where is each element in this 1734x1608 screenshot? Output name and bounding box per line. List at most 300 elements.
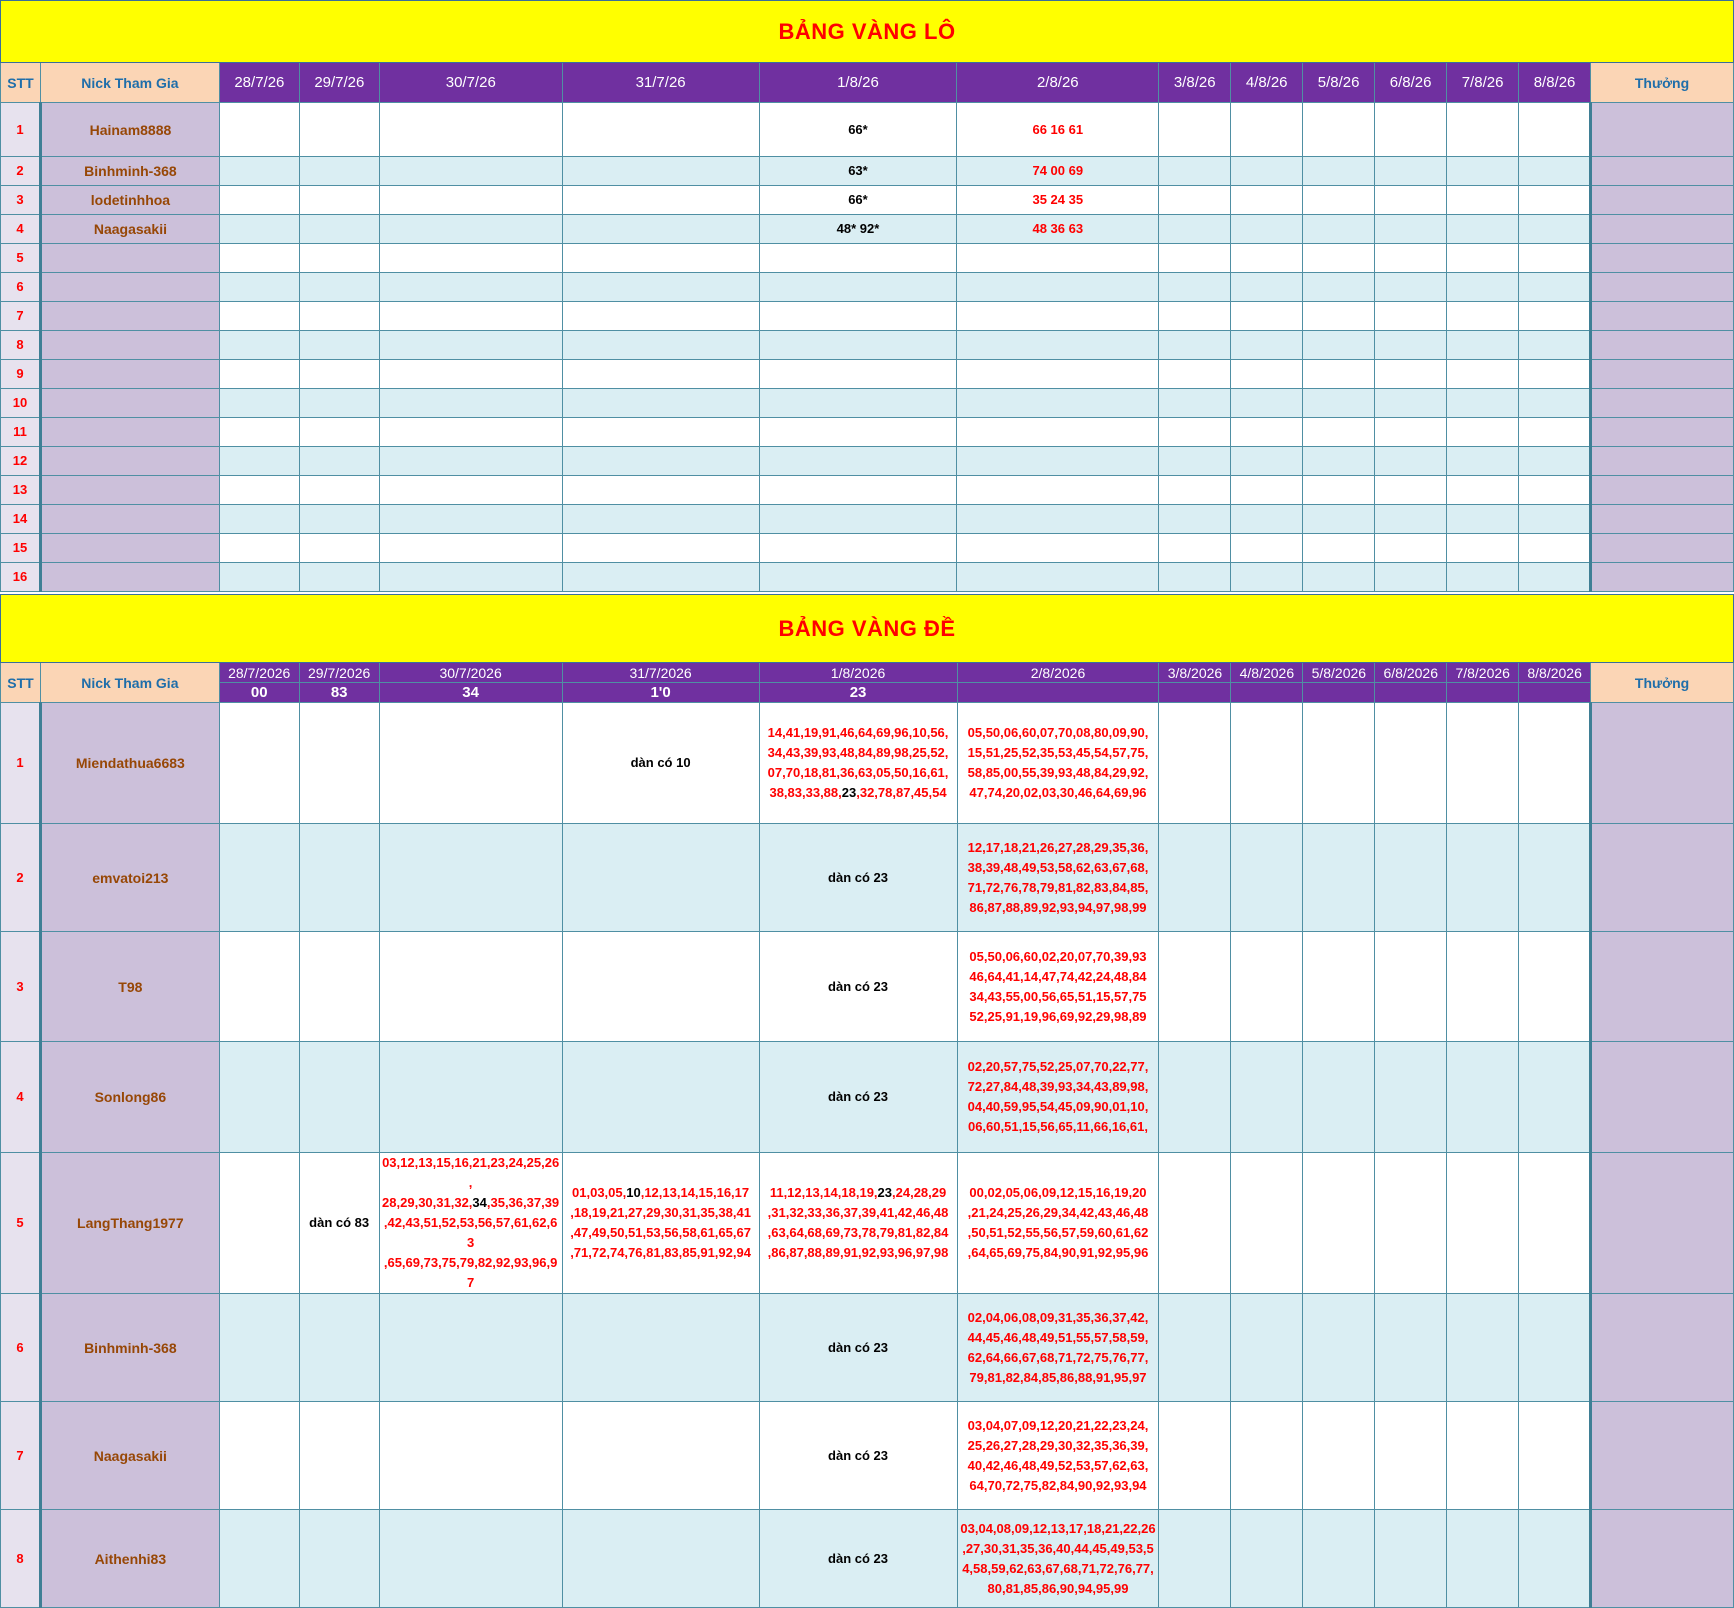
- de-pick-cell[interactable]: [1447, 1510, 1519, 1608]
- de-pick-cell[interactable]: [1231, 1294, 1303, 1402]
- lo-pick-cell[interactable]: [1519, 103, 1591, 157]
- lo-prize-cell[interactable]: [1591, 418, 1734, 447]
- lo-pick-cell[interactable]: [299, 157, 379, 186]
- de-pick-cell[interactable]: [299, 1402, 379, 1510]
- de-date-header[interactable]: 3/8/2026: [1159, 663, 1231, 683]
- lo-stt-header[interactable]: STT: [1, 63, 41, 103]
- lo-pick-cell[interactable]: [759, 505, 957, 534]
- lo-pick-cell[interactable]: [759, 360, 957, 389]
- de-prize-cell[interactable]: [1591, 1042, 1734, 1153]
- lo-pick-cell[interactable]: [1231, 389, 1303, 418]
- lo-pick-cell[interactable]: [1447, 244, 1519, 273]
- lo-pick-cell[interactable]: [1231, 157, 1303, 186]
- de-pick-cell[interactable]: [219, 824, 299, 932]
- lo-pick-cell[interactable]: [219, 157, 299, 186]
- lo-prize-cell[interactable]: [1591, 103, 1734, 157]
- lo-pick-cell[interactable]: [957, 273, 1159, 302]
- lo-pick-cell[interactable]: [957, 418, 1159, 447]
- de-pick-cell[interactable]: [219, 1042, 299, 1153]
- lo-pick-cell[interactable]: [1231, 360, 1303, 389]
- lo-pick-cell[interactable]: [299, 244, 379, 273]
- lo-pick-cell[interactable]: [1303, 534, 1375, 563]
- lo-pick-cell[interactable]: [1519, 244, 1591, 273]
- de-pick-cell[interactable]: [379, 1042, 562, 1153]
- de-pick-cell[interactable]: [562, 1510, 759, 1608]
- lo-pick-cell[interactable]: [299, 534, 379, 563]
- de-pick-cell[interactable]: [562, 1402, 759, 1510]
- de-pick-cell[interactable]: dàn có 23: [759, 824, 957, 932]
- lo-stt-cell[interactable]: 14: [1, 505, 41, 534]
- lo-pick-cell[interactable]: [1447, 302, 1519, 331]
- lo-pick-cell[interactable]: [759, 476, 957, 505]
- lo-pick-cell[interactable]: [1231, 447, 1303, 476]
- de-nick-cell[interactable]: Naagasakii: [40, 1402, 219, 1510]
- de-result-cell[interactable]: 1'0: [562, 683, 759, 703]
- de-pick-cell[interactable]: [1159, 1042, 1231, 1153]
- lo-nick-cell[interactable]: [40, 418, 219, 447]
- lo-pick-cell[interactable]: [219, 186, 299, 215]
- lo-pick-cell[interactable]: [1231, 273, 1303, 302]
- lo-nick-cell[interactable]: [40, 244, 219, 273]
- de-pick-cell[interactable]: [562, 1042, 759, 1153]
- lo-stt-cell[interactable]: 4: [1, 215, 41, 244]
- lo-pick-cell[interactable]: [1375, 244, 1447, 273]
- lo-stt-cell[interactable]: 8: [1, 331, 41, 360]
- lo-pick-cell[interactable]: [1447, 103, 1519, 157]
- de-prize-cell[interactable]: [1591, 1510, 1734, 1608]
- lo-pick-cell[interactable]: [1231, 476, 1303, 505]
- de-pick-cell[interactable]: [1303, 1153, 1375, 1294]
- lo-stt-cell[interactable]: 6: [1, 273, 41, 302]
- lo-pick-cell[interactable]: 63*: [759, 157, 957, 186]
- lo-pick-cell[interactable]: 35 24 35: [957, 186, 1159, 215]
- lo-nick-cell[interactable]: Binhminh-368: [40, 157, 219, 186]
- de-pick-cell[interactable]: 02,20,57,75,52,25,07,70,22,77, 72,27,84,48,39,93,34,43,89,98, 04,40,59,95,54,45,09,90,01,10, 06,60,51,15,56,65,11,66,16,61,: [957, 1042, 1159, 1153]
- de-pick-cell[interactable]: [1375, 932, 1447, 1042]
- lo-pick-cell[interactable]: [379, 389, 562, 418]
- lo-pick-cell[interactable]: [1159, 360, 1231, 389]
- de-pick-cell[interactable]: [219, 1153, 299, 1294]
- lo-pick-cell[interactable]: [562, 360, 759, 389]
- lo-pick-cell[interactable]: [379, 273, 562, 302]
- de-pick-cell[interactable]: [1447, 1042, 1519, 1153]
- lo-pick-cell[interactable]: [379, 505, 562, 534]
- de-pick-cell[interactable]: [1303, 824, 1375, 932]
- de-pick-cell[interactable]: [1231, 932, 1303, 1042]
- lo-pick-cell[interactable]: [562, 505, 759, 534]
- lo-pick-cell[interactable]: [1159, 389, 1231, 418]
- lo-pick-cell[interactable]: [219, 418, 299, 447]
- de-date-header[interactable]: 7/8/2026: [1447, 663, 1519, 683]
- lo-pick-cell[interactable]: [299, 418, 379, 447]
- lo-pick-cell[interactable]: [1231, 331, 1303, 360]
- lo-prize-cell[interactable]: [1591, 505, 1734, 534]
- lo-pick-cell[interactable]: [1159, 476, 1231, 505]
- de-pick-cell[interactable]: [1231, 824, 1303, 932]
- lo-pick-cell[interactable]: [1159, 157, 1231, 186]
- de-stt-cell[interactable]: 7: [1, 1402, 41, 1510]
- de-stt-cell[interactable]: 4: [1, 1042, 41, 1153]
- lo-pick-cell[interactable]: [1519, 360, 1591, 389]
- de-result-cell[interactable]: [1231, 683, 1303, 703]
- lo-pick-cell[interactable]: [1231, 215, 1303, 244]
- lo-pick-cell[interactable]: [219, 476, 299, 505]
- lo-pick-cell[interactable]: [219, 273, 299, 302]
- de-stt-cell[interactable]: 6: [1, 1294, 41, 1402]
- lo-prize-cell[interactable]: [1591, 273, 1734, 302]
- de-pick-cell[interactable]: [1303, 1402, 1375, 1510]
- de-pick-cell[interactable]: [1231, 1042, 1303, 1153]
- lo-pick-cell[interactable]: [1375, 447, 1447, 476]
- lo-pick-cell[interactable]: [1231, 302, 1303, 331]
- lo-nick-cell[interactable]: [40, 389, 219, 418]
- lo-pick-cell[interactable]: [562, 103, 759, 157]
- lo-pick-cell[interactable]: [219, 244, 299, 273]
- de-pick-cell[interactable]: [562, 1153, 759, 1294]
- lo-pick-cell[interactable]: [957, 534, 1159, 563]
- de-pick-cell[interactable]: [1519, 1402, 1591, 1510]
- lo-stt-cell[interactable]: 15: [1, 534, 41, 563]
- lo-pick-cell[interactable]: [299, 476, 379, 505]
- lo-stt-cell[interactable]: 2: [1, 157, 41, 186]
- lo-date-header[interactable]: 7/8/26: [1447, 63, 1519, 103]
- lo-pick-cell[interactable]: [1447, 157, 1519, 186]
- lo-pick-cell[interactable]: [1519, 476, 1591, 505]
- lo-stt-cell[interactable]: 1: [1, 103, 41, 157]
- lo-pick-cell[interactable]: 66 16 61: [957, 103, 1159, 157]
- lo-pick-cell[interactable]: [562, 418, 759, 447]
- lo-pick-cell[interactable]: [759, 331, 957, 360]
- lo-nick-cell[interactable]: Naagasakii: [40, 215, 219, 244]
- de-pick-cell[interactable]: [562, 1294, 759, 1402]
- lo-pick-cell[interactable]: [1447, 389, 1519, 418]
- lo-pick-cell[interactable]: [379, 360, 562, 389]
- lo-pick-cell[interactable]: [957, 563, 1159, 592]
- de-pick-cell[interactable]: [1375, 1402, 1447, 1510]
- lo-pick-cell[interactable]: [759, 244, 957, 273]
- de-stt-cell[interactable]: 8: [1, 1510, 41, 1608]
- de-pick-cell[interactable]: [1447, 1294, 1519, 1402]
- de-prize-cell[interactable]: [1591, 1402, 1734, 1510]
- lo-prize-cell[interactable]: [1591, 215, 1734, 244]
- de-pick-cell[interactable]: [219, 1510, 299, 1608]
- lo-pick-cell[interactable]: [562, 447, 759, 476]
- lo-pick-cell[interactable]: 48 36 63: [957, 215, 1159, 244]
- lo-prize-header[interactable]: Thưởng: [1591, 63, 1734, 103]
- lo-pick-cell[interactable]: [1375, 418, 1447, 447]
- de-pick-cell[interactable]: [379, 703, 562, 824]
- lo-pick-cell[interactable]: [219, 447, 299, 476]
- lo-pick-cell[interactable]: [299, 302, 379, 331]
- de-pick-cell[interactable]: [379, 932, 562, 1042]
- de-date-header[interactable]: 1/8/2026: [759, 663, 957, 683]
- de-pick-cell[interactable]: [219, 932, 299, 1042]
- lo-pick-cell[interactable]: 66*: [759, 186, 957, 215]
- de-stt-header[interactable]: STT: [1, 663, 41, 703]
- lo-stt-cell[interactable]: 11: [1, 418, 41, 447]
- lo-pick-cell[interactable]: [379, 157, 562, 186]
- lo-prize-cell[interactable]: [1591, 302, 1734, 331]
- de-stt-cell[interactable]: 3: [1, 932, 41, 1042]
- lo-pick-cell[interactable]: [759, 389, 957, 418]
- lo-pick-cell[interactable]: [1447, 215, 1519, 244]
- de-pick-cell[interactable]: [1303, 1294, 1375, 1402]
- lo-pick-cell[interactable]: [1231, 103, 1303, 157]
- de-pick-cell[interactable]: [1303, 1510, 1375, 1608]
- lo-pick-cell[interactable]: [1303, 476, 1375, 505]
- lo-pick-cell[interactable]: [1231, 186, 1303, 215]
- lo-pick-cell[interactable]: [1519, 418, 1591, 447]
- lo-pick-cell[interactable]: [1447, 186, 1519, 215]
- lo-date-header[interactable]: 28/7/26: [219, 63, 299, 103]
- lo-pick-cell[interactable]: [1303, 186, 1375, 215]
- de-nick-cell[interactable]: emvatoi213: [40, 824, 219, 932]
- lo-stt-cell[interactable]: 16: [1, 563, 41, 592]
- de-pick-cell[interactable]: [1303, 932, 1375, 1042]
- de-pick-cell[interactable]: [1375, 1510, 1447, 1608]
- lo-stt-cell[interactable]: 3: [1, 186, 41, 215]
- lo-pick-cell[interactable]: [379, 476, 562, 505]
- de-pick-cell[interactable]: [1159, 1510, 1231, 1608]
- de-date-header[interactable]: 2/8/2026: [957, 663, 1159, 683]
- lo-date-header[interactable]: 2/8/26: [957, 63, 1159, 103]
- lo-nick-cell[interactable]: [40, 534, 219, 563]
- de-pick-cell[interactable]: [299, 1042, 379, 1153]
- de-pick-cell[interactable]: [379, 1294, 562, 1402]
- lo-pick-cell[interactable]: [379, 331, 562, 360]
- de-pick-cell[interactable]: [1231, 1510, 1303, 1608]
- de-pick-cell[interactable]: 03,04,08,09,12,13,17,18,21,22,26 ,27,30,31,35,36,40,44,45,49,53,5 4,58,59,62,63,67,68,71,72,76,77, 80,81,85,86,90,94,95,99: [957, 1510, 1159, 1608]
- de-pick-cell[interactable]: dàn có 23: [759, 1402, 957, 1510]
- de-pick-cell[interactable]: 12,17,18,21,26,27,28,29,35,36, 38,39,48,49,53,58,62,63,67,68, 71,72,76,78,79,81,82,83,84,85, 86,87,88,89,92,93,94,97,98,99: [957, 824, 1159, 932]
- lo-pick-cell[interactable]: [1375, 360, 1447, 389]
- lo-pick-cell[interactable]: [1303, 360, 1375, 389]
- lo-pick-cell[interactable]: [219, 215, 299, 244]
- lo-pick-cell[interactable]: [759, 302, 957, 331]
- de-pick-cell[interactable]: [1447, 703, 1519, 824]
- lo-pick-cell[interactable]: [759, 563, 957, 592]
- de-pick-cell[interactable]: [299, 703, 379, 824]
- lo-pick-cell[interactable]: [1519, 331, 1591, 360]
- lo-pick-cell[interactable]: [1519, 563, 1591, 592]
- de-pick-cell[interactable]: [562, 824, 759, 932]
- de-pick-cell[interactable]: [1159, 932, 1231, 1042]
- de-result-cell[interactable]: [1375, 683, 1447, 703]
- de-pick-cell[interactable]: [1519, 703, 1591, 824]
- lo-date-header[interactable]: 4/8/26: [1231, 63, 1303, 103]
- de-result-cell[interactable]: [1159, 683, 1231, 703]
- lo-pick-cell[interactable]: [1159, 186, 1231, 215]
- lo-pick-cell[interactable]: [1447, 273, 1519, 302]
- de-date-header[interactable]: 4/8/2026: [1231, 663, 1303, 683]
- lo-pick-cell[interactable]: [299, 273, 379, 302]
- lo-prize-cell[interactable]: [1591, 331, 1734, 360]
- de-pick-cell[interactable]: [759, 703, 957, 824]
- lo-nick-cell[interactable]: lodetinhhoa: [40, 186, 219, 215]
- lo-pick-cell[interactable]: [1159, 534, 1231, 563]
- lo-pick-cell[interactable]: 74 00 69: [957, 157, 1159, 186]
- de-pick-cell[interactable]: 00,02,05,06,09,12,15,16,19,20 ,21,24,25,26,29,34,42,43,46,48 ,50,51,52,55,56,57,59,60,61,62 ,64,65,69,75,84,90,91,92,95,96: [957, 1153, 1159, 1294]
- lo-date-header[interactable]: 8/8/26: [1519, 63, 1591, 103]
- de-pick-cell[interactable]: [1375, 703, 1447, 824]
- lo-pick-cell[interactable]: [1303, 389, 1375, 418]
- lo-pick-cell[interactable]: [379, 418, 562, 447]
- lo-pick-cell[interactable]: [379, 244, 562, 273]
- de-pick-cell[interactable]: [299, 1510, 379, 1608]
- lo-pick-cell[interactable]: [379, 186, 562, 215]
- lo-pick-cell[interactable]: [1447, 360, 1519, 389]
- de-pick-cell[interactable]: [1375, 824, 1447, 932]
- de-pick-cell[interactable]: [1447, 932, 1519, 1042]
- de-pick-cell[interactable]: 05,50,06,60,07,70,08,80,09,90, 15,51,25,52,35,53,45,54,57,75, 58,85,00,55,39,93,48,84,29,92, 47,74,20,02,03,30,46,64,69,96: [957, 703, 1159, 824]
- de-pick-cell[interactable]: [1447, 824, 1519, 932]
- de-pick-cell[interactable]: [299, 932, 379, 1042]
- de-pick-cell[interactable]: dàn có 23: [759, 1042, 957, 1153]
- lo-pick-cell[interactable]: [219, 563, 299, 592]
- lo-pick-cell[interactable]: [1375, 476, 1447, 505]
- de-date-header[interactable]: 8/8/2026: [1519, 663, 1591, 683]
- lo-pick-cell[interactable]: [1159, 244, 1231, 273]
- lo-pick-cell[interactable]: [1231, 563, 1303, 592]
- lo-pick-cell[interactable]: [957, 302, 1159, 331]
- de-pick-cell[interactable]: [1159, 1153, 1231, 1294]
- de-nick-cell[interactable]: Aithenhi83: [40, 1510, 219, 1608]
- lo-pick-cell[interactable]: [1303, 563, 1375, 592]
- lo-pick-cell[interactable]: [1159, 505, 1231, 534]
- lo-pick-cell[interactable]: [1519, 534, 1591, 563]
- lo-pick-cell[interactable]: [1231, 418, 1303, 447]
- lo-pick-cell[interactable]: [957, 447, 1159, 476]
- de-pick-cell[interactable]: [379, 1153, 562, 1294]
- lo-pick-cell[interactable]: [1375, 157, 1447, 186]
- lo-pick-cell[interactable]: [299, 331, 379, 360]
- lo-pick-cell[interactable]: [562, 389, 759, 418]
- de-pick-cell[interactable]: [299, 1294, 379, 1402]
- de-result-cell[interactable]: 23: [759, 683, 957, 703]
- lo-pick-cell[interactable]: [1159, 418, 1231, 447]
- de-date-header[interactable]: 31/7/2026: [562, 663, 759, 683]
- lo-date-header[interactable]: 5/8/26: [1303, 63, 1375, 103]
- lo-pick-cell[interactable]: [1159, 302, 1231, 331]
- lo-nick-cell[interactable]: Hainam8888: [40, 103, 219, 157]
- lo-pick-cell[interactable]: 66*: [759, 103, 957, 157]
- lo-pick-cell[interactable]: [219, 302, 299, 331]
- lo-pick-cell[interactable]: [1231, 534, 1303, 563]
- lo-pick-cell[interactable]: [1303, 215, 1375, 244]
- de-pick-cell[interactable]: [1519, 1153, 1591, 1294]
- lo-stt-cell[interactable]: 10: [1, 389, 41, 418]
- lo-nick-cell[interactable]: [40, 331, 219, 360]
- lo-pick-cell[interactable]: [299, 389, 379, 418]
- de-pick-cell[interactable]: [379, 824, 562, 932]
- de-pick-cell[interactable]: 03,04,07,09,12,20,21,22,23,24, 25,26,27,28,29,30,32,35,36,39, 40,42,46,48,49,52,53,57,62,63, 64,70,72,75,82,84,90,92,93,94: [957, 1402, 1159, 1510]
- lo-nick-cell[interactable]: [40, 476, 219, 505]
- lo-prize-cell[interactable]: [1591, 186, 1734, 215]
- de-pick-cell[interactable]: [1159, 1294, 1231, 1402]
- lo-pick-cell[interactable]: [299, 103, 379, 157]
- lo-pick-cell[interactable]: [1375, 103, 1447, 157]
- de-pick-cell[interactable]: [1519, 1510, 1591, 1608]
- lo-pick-cell[interactable]: [1375, 563, 1447, 592]
- lo-date-header[interactable]: 1/8/26: [759, 63, 957, 103]
- de-pick-cell[interactable]: 02,04,06,08,09,31,35,36,37,42, 44,45,46,48,49,51,55,57,58,59, 62,64,66,67,68,71,72,75,76,77, 79,81,82,84,85,86,88,91,95,97: [957, 1294, 1159, 1402]
- lo-pick-cell[interactable]: [1159, 103, 1231, 157]
- lo-pick-cell[interactable]: [1303, 331, 1375, 360]
- lo-nick-header[interactable]: Nick Tham Gia: [40, 63, 219, 103]
- de-prize-header[interactable]: Thưởng: [1591, 663, 1734, 703]
- de-pick-cell[interactable]: [1231, 703, 1303, 824]
- lo-pick-cell[interactable]: [1447, 447, 1519, 476]
- lo-pick-cell[interactable]: [1303, 302, 1375, 331]
- de-prize-cell[interactable]: [1591, 1153, 1734, 1294]
- lo-pick-cell[interactable]: [1159, 447, 1231, 476]
- lo-pick-cell[interactable]: [219, 389, 299, 418]
- lo-pick-cell[interactable]: [1519, 447, 1591, 476]
- lo-pick-cell[interactable]: [299, 215, 379, 244]
- de-prize-cell[interactable]: [1591, 1294, 1734, 1402]
- de-pick-cell[interactable]: [1519, 824, 1591, 932]
- lo-pick-cell[interactable]: [1447, 563, 1519, 592]
- lo-pick-cell[interactable]: [219, 331, 299, 360]
- de-pick-cell[interactable]: [219, 1402, 299, 1510]
- lo-pick-cell[interactable]: [562, 302, 759, 331]
- lo-pick-cell[interactable]: [1447, 476, 1519, 505]
- de-result-cell[interactable]: [957, 683, 1159, 703]
- de-pick-cell[interactable]: [1231, 1153, 1303, 1294]
- lo-pick-cell[interactable]: [299, 563, 379, 592]
- lo-pick-cell[interactable]: [1519, 186, 1591, 215]
- lo-pick-cell[interactable]: [379, 103, 562, 157]
- lo-nick-cell[interactable]: [40, 360, 219, 389]
- lo-pick-cell[interactable]: [299, 360, 379, 389]
- lo-prize-cell[interactable]: [1591, 476, 1734, 505]
- de-nick-header[interactable]: Nick Tham Gia: [40, 663, 219, 703]
- de-pick-cell[interactable]: [219, 703, 299, 824]
- lo-pick-cell[interactable]: [1231, 244, 1303, 273]
- lo-pick-cell[interactable]: [759, 273, 957, 302]
- lo-stt-cell[interactable]: 5: [1, 244, 41, 273]
- lo-stt-cell[interactable]: 12: [1, 447, 41, 476]
- lo-pick-cell[interactable]: [1519, 215, 1591, 244]
- lo-pick-cell[interactable]: [1303, 157, 1375, 186]
- de-result-cell[interactable]: 83: [299, 683, 379, 703]
- lo-pick-cell[interactable]: [1375, 331, 1447, 360]
- lo-pick-cell[interactable]: [1159, 215, 1231, 244]
- lo-pick-cell[interactable]: [1375, 215, 1447, 244]
- lo-pick-cell[interactable]: [379, 302, 562, 331]
- lo-pick-cell[interactable]: [562, 215, 759, 244]
- de-pick-cell[interactable]: [1447, 1153, 1519, 1294]
- de-stt-cell[interactable]: 5: [1, 1153, 41, 1294]
- de-pick-cell[interactable]: dàn có 23: [759, 1510, 957, 1608]
- lo-prize-cell[interactable]: [1591, 244, 1734, 273]
- lo-pick-cell[interactable]: [1375, 534, 1447, 563]
- lo-pick-cell[interactable]: [957, 389, 1159, 418]
- lo-stt-cell[interactable]: 9: [1, 360, 41, 389]
- de-pick-cell[interactable]: dàn có 23: [759, 1294, 957, 1402]
- de-date-header[interactable]: 6/8/2026: [1375, 663, 1447, 683]
- lo-date-header[interactable]: 30/7/26: [379, 63, 562, 103]
- de-pick-cell[interactable]: [1447, 1402, 1519, 1510]
- lo-pick-cell[interactable]: [562, 273, 759, 302]
- lo-pick-cell[interactable]: [1375, 302, 1447, 331]
- de-pick-cell[interactable]: dàn có 10: [562, 703, 759, 824]
- de-pick-cell[interactable]: [219, 1294, 299, 1402]
- lo-pick-cell[interactable]: [1375, 505, 1447, 534]
- lo-pick-cell[interactable]: [562, 476, 759, 505]
- de-result-cell[interactable]: 00: [219, 683, 299, 703]
- lo-pick-cell[interactable]: [1447, 505, 1519, 534]
